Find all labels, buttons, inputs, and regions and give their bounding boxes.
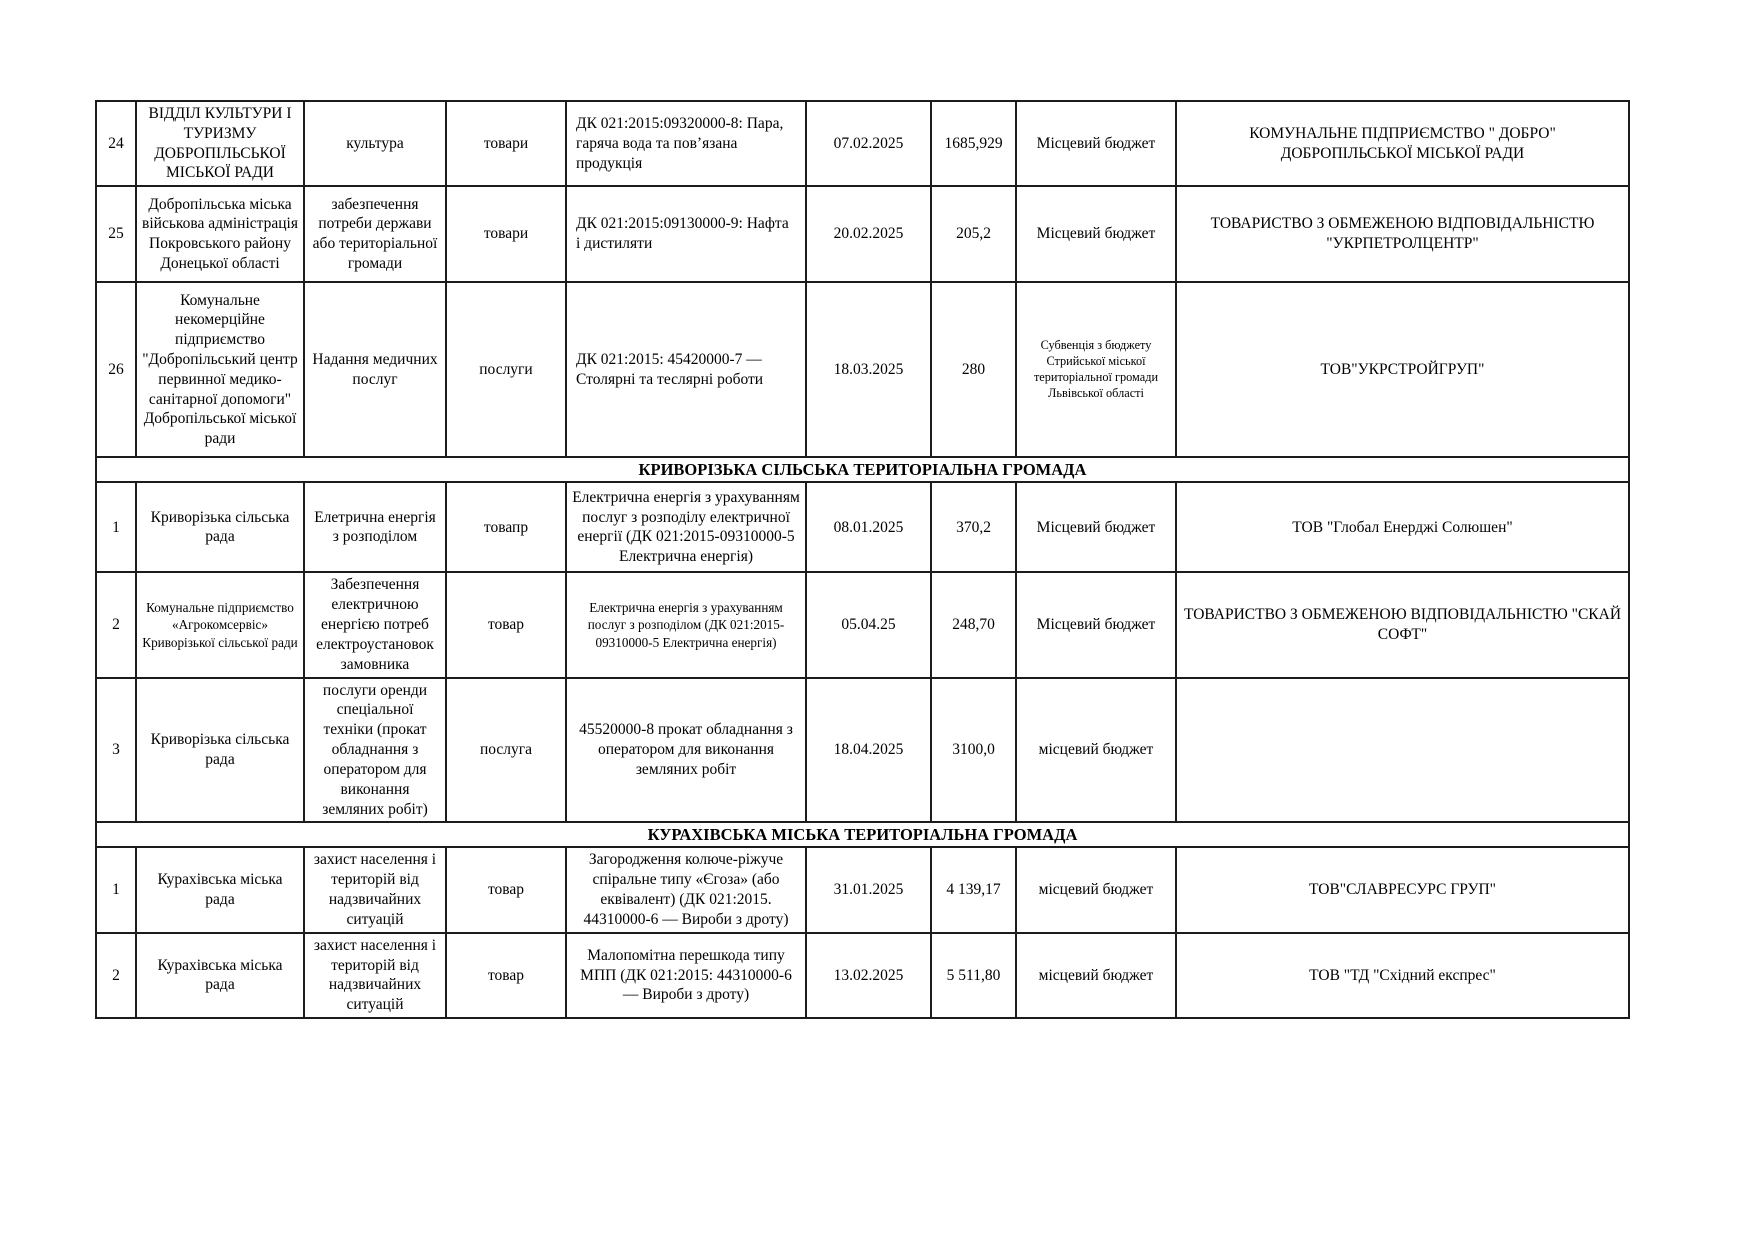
section-title: КУРАХІВСЬКА МІСЬКА ТЕРИТОРІАЛЬНА ГРОМАДА — [96, 822, 1629, 847]
description-cell: ДК 021:2015: 45420000-7 — Столярні та теслярні роботи — [566, 282, 806, 457]
description-cell: ДК 021:2015:09320000-8: Пара, гаряча вода та пов’язана продукція — [566, 101, 806, 186]
table-row — [96, 282, 1629, 457]
type-cell: товари — [446, 186, 566, 282]
date-cell: 20.02.2025 — [806, 186, 931, 282]
table-row — [96, 933, 1629, 1018]
table-row — [96, 186, 1629, 282]
date-cell: 05.04.25 — [806, 572, 931, 677]
budget-cell: Субвенція з бюджету Стрийської міської територіальної громади Львівської області — [1016, 282, 1176, 457]
type-cell: товар — [446, 847, 566, 932]
subject-cell: Надання медичних послуг — [304, 282, 446, 457]
section-header-row — [96, 822, 1629, 847]
subject-cell: послуги оренди спеціальної техніки (прокат обладнання з оператором для виконання земляних робіт) — [304, 678, 446, 823]
section-header-row — [96, 457, 1629, 482]
budget-cell: Місцевий бюджет — [1016, 101, 1176, 186]
type-cell: товар — [446, 572, 566, 677]
description-cell: Загородження колюче-ріжуче спіральне типу «Єгоза» (або еквівалент) (ДК 021:2015. 44310000-6 — Вироби з дроту) — [566, 847, 806, 932]
supplier-cell: ТОВАРИСТВО З ОБМЕЖЕНОЮ ВІДПОВІДАЛЬНІСТЮ "СКАЙ СОФТ" — [1176, 572, 1629, 677]
row-number-cell: 2 — [96, 933, 136, 1018]
amount-cell: 3100,0 — [931, 678, 1016, 823]
amount-cell: 1685,929 — [931, 101, 1016, 186]
subject-cell: Забезпечення електричною енергією потреб електроустановок замовника — [304, 572, 446, 677]
subject-cell: захист населення і територій від надзвичайних ситуацій — [304, 933, 446, 1018]
supplier-cell: ТОВ"СЛАВРЕСУРС ГРУП" — [1176, 847, 1629, 932]
budget-cell: Місцевий бюджет — [1016, 482, 1176, 572]
amount-cell: 205,2 — [931, 186, 1016, 282]
row-number-cell: 26 — [96, 282, 136, 457]
date-cell: 31.01.2025 — [806, 847, 931, 932]
subject-cell: забезпечення потреби держави або територіальної громади — [304, 186, 446, 282]
supplier-cell: ТОВ "Глобал Енерджі Солюшен" — [1176, 482, 1629, 572]
date-cell: 13.02.2025 — [806, 933, 931, 1018]
type-cell: товар — [446, 933, 566, 1018]
type-cell: товапр — [446, 482, 566, 572]
orderer-cell: Курахівська міська рада — [136, 847, 304, 932]
orderer-cell: ВІДДІЛ КУЛЬТУРИ І ТУРИЗМУ ДОБРОПІЛЬСЬКОЇ МІСЬКОЇ РАДИ — [136, 101, 304, 186]
amount-cell: 5 511,80 — [931, 933, 1016, 1018]
budget-cell: місцевий бюджет — [1016, 678, 1176, 823]
budget-cell: Місцевий бюджет — [1016, 572, 1176, 677]
table-row — [96, 847, 1629, 932]
procurement-table — [95, 100, 1630, 1019]
budget-cell: Місцевий бюджет — [1016, 186, 1176, 282]
supplier-cell: ТОВАРИСТВО З ОБМЕЖЕНОЮ ВІДПОВІДАЛЬНІСТЮ "УКРПЕТРОЛЦЕНТР" — [1176, 186, 1629, 282]
row-number-cell: 24 — [96, 101, 136, 186]
subject-cell: захист населення і територій від надзвичайних ситуацій — [304, 847, 446, 932]
row-number-cell: 25 — [96, 186, 136, 282]
amount-cell: 4 139,17 — [931, 847, 1016, 932]
date-cell: 07.02.2025 — [806, 101, 931, 186]
supplier-cell: ТОВ"УКРСТРОЙГРУП" — [1176, 282, 1629, 457]
supplier-cell — [1176, 678, 1629, 823]
description-cell: Малопомітна перешкода типу МПП (ДК 021:2015: 44310000-6 — Вироби з дроту) — [566, 933, 806, 1018]
row-number-cell: 1 — [96, 847, 136, 932]
date-cell: 08.01.2025 — [806, 482, 931, 572]
section-title: КРИВОРІЗЬКА СІЛЬСЬКА ТЕРИТОРІАЛЬНА ГРОМАДА — [96, 457, 1629, 482]
table-row — [96, 572, 1629, 677]
table-row — [96, 482, 1629, 572]
row-number-cell: 3 — [96, 678, 136, 823]
orderer-cell: Криворізька сільська рада — [136, 678, 304, 823]
date-cell: 18.04.2025 — [806, 678, 931, 823]
type-cell: послуга — [446, 678, 566, 823]
table-row — [96, 101, 1629, 186]
type-cell: товари — [446, 101, 566, 186]
description-cell: Електрична енергія з урахуванням послуг з розподілом (ДК 021:2015-09310000-5 Електрична енергія) — [566, 572, 806, 677]
orderer-cell: Криворізька сільська рада — [136, 482, 304, 572]
row-number-cell: 1 — [96, 482, 136, 572]
subject-cell: Елетрична енергія з розподілом — [304, 482, 446, 572]
amount-cell: 248,70 — [931, 572, 1016, 677]
orderer-cell: Курахівська міська рада — [136, 933, 304, 1018]
table-row — [96, 678, 1629, 823]
budget-cell: місцевий бюджет — [1016, 933, 1176, 1018]
amount-cell: 370,2 — [931, 482, 1016, 572]
date-cell: 18.03.2025 — [806, 282, 931, 457]
supplier-cell: КОМУНАЛЬНЕ ПІДПРИЄМСТВО " ДОБРО" ДОБРОПІЛЬСЬКОЇ МІСЬКОЇ РАДИ — [1176, 101, 1629, 186]
description-cell: ДК 021:2015:09130000-9: Нафта і дистиляти — [566, 186, 806, 282]
orderer-cell: Комунальне некомерційне підприємство "Добропільський центр первинної медико-санітарної допомоги" Добропільської міської ради — [136, 282, 304, 457]
budget-cell: місцевий бюджет — [1016, 847, 1176, 932]
type-cell: послуги — [446, 282, 566, 457]
supplier-cell: ТОВ "ТД "Східний експрес" — [1176, 933, 1629, 1018]
orderer-cell: Добропільська міська військова адміністрація Покровського району Донецької області — [136, 186, 304, 282]
subject-cell: культура — [304, 101, 446, 186]
description-cell: Електрична енергія з урахуванням послуг з розподілу електричної енергії (ДК 021:2015-09310000-5 Електрична енергія) — [566, 482, 806, 572]
amount-cell: 280 — [931, 282, 1016, 457]
row-number-cell: 2 — [96, 572, 136, 677]
orderer-cell: Комунальне підприємство «Агрокомсервіс» Криворізької сільської ради — [136, 572, 304, 677]
description-cell: 45520000-8 прокат обладнання з оператором для виконання земляних робіт — [566, 678, 806, 823]
